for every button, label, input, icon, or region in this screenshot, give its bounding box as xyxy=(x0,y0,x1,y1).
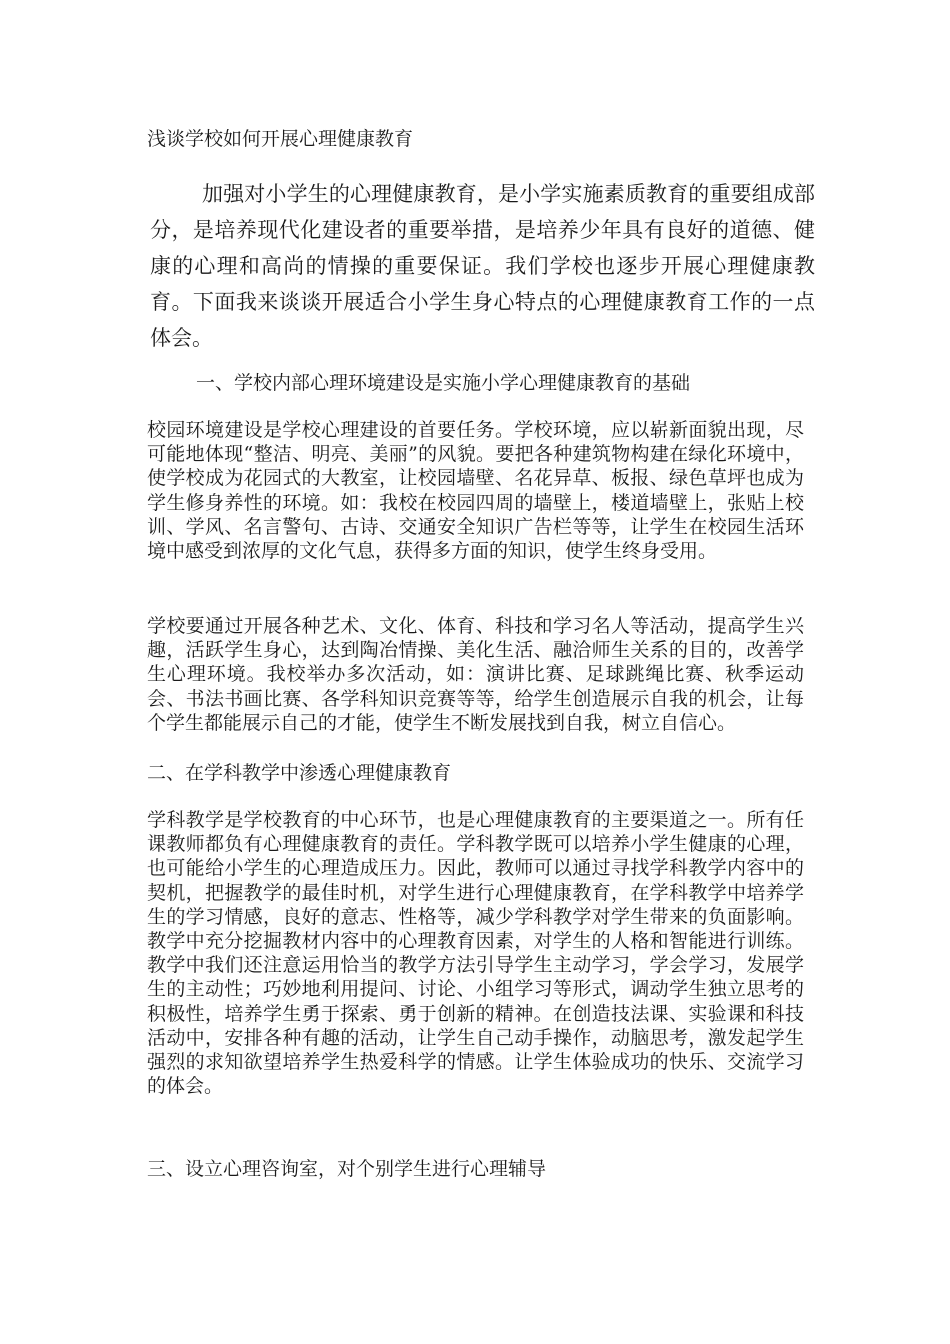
section-1-heading: 一、学校内部心理环境建设是实施小学心理健康教育的基础 xyxy=(196,372,691,394)
section-1-paragraph-2: 学校要通过开展各种艺术、文化、体育、科技和学习名人等活动，提高学生兴趣，活跃学生身心，达到陶冶情操、美化生活、融洽师生关系的目的，改善学生心理环境。我校举办多次活动，如：演讲比赛、足球跳绳比赛、秋季运动会、书法书画比赛、各学科知识竞赛等等，给学生创造展示自我的机会，让每个学生都能展示自己的才能，使学生不断发展找到自我，树立自信心。 xyxy=(147,615,804,734)
intro-paragraph: 加强对小学生的心理健康教育，是小学实施素质教育的重要组成部分，是培养现代化建设者的重要举措，是培养少年具有良好的道德、健康的心理和高尚的情操的重要保证。我们学校也逐步开展心理健康教育。下面我来谈谈开展适合小学生身心特点的心理健康教育工作的一点体会。 xyxy=(150,182,815,350)
section-3-heading: 三、设立心理咨询室，对个别学生进行心理辅导 xyxy=(147,1158,547,1180)
section-2-paragraph-1: 学科教学是学校教育的中心环节，也是心理健康教育的主要渠道之一。所有任课教师都负有心理健康教育的责任。学科教学既可以培养小学生健康的心理，也可能给小学生的心理造成压力。因此，教师可以通过寻找学科教学内容中的契机，把握教学的最佳时机，对学生进行心理健康教育，在学科教学中培养学生的学习情感，良好的意志、性格等，减少学科教学对学生带来的负面影响。教学中充分挖掘教材内容中的心理教育因素，对学生的人格和智能进行训练。教学中我们还注意运用恰当的教学方法引导学生主动学习，学会学习，发展学生的主动性；巧妙地利用提问、讨论、小组学习等形式，调动学生独立思考的积极性，培养学生勇于探索、勇于创新的精神。在创造技法课、实验课和科技活动中，安排各种有趣的活动，让学生自己动手操作，动脑思考，激发起学生强烈的求知欲望培养学生热爱科学的情感。让学生体验成功的快乐、交流学习的体会。 xyxy=(147,809,804,1098)
section-2-heading: 二、在学科教学中渗透心理健康教育 xyxy=(147,762,452,784)
document-title: 浅谈学校如何开展心理健康教育 xyxy=(147,128,414,150)
section-1-paragraph-1: 校园环境建设是学校心理建设的首要任务。学校环境，应以崭新面貌出现，尽可能地体现“整洁、明亮、美丽”的风貌。要把各种建筑物构建在绿化环境中，使学校成为花园式的大教室，让校园墙壁、名花异草、板报、绿色草坪也成为学生修身养性的环境。如：我校在校园四周的墙壁上，楼道墙壁上，张贴上校训、学风、名言警句、古诗、交通安全知识广告栏等等，让学生在校园生活环境中感受到浓厚的文化气息，获得多方面的知识，使学生终身受用。 xyxy=(147,419,804,563)
